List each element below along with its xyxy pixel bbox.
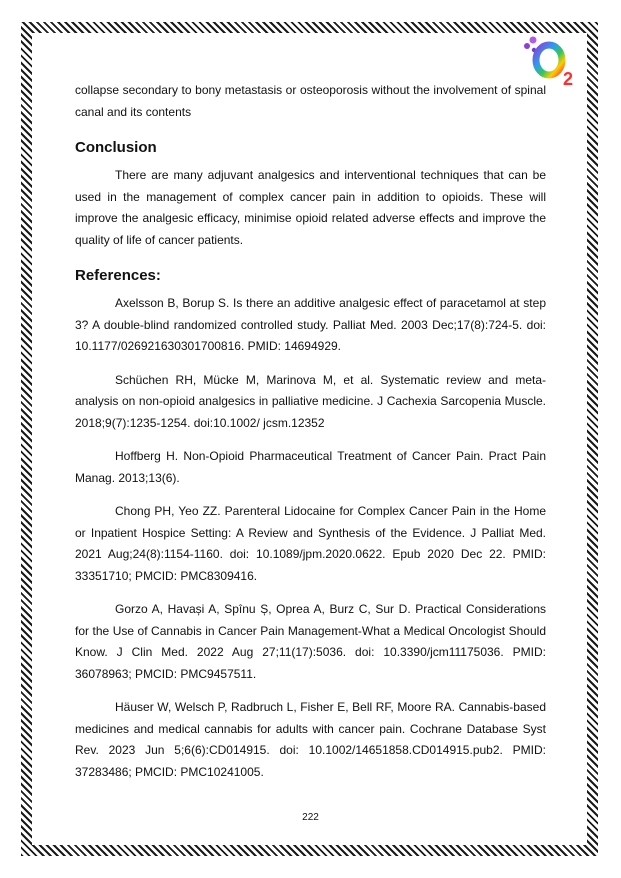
reference-item: Hoffberg H. Non-Opioid Pharmaceutical Treatment of Cancer Pain. Pract Pain Manag. 2013;13(6). — [75, 449, 546, 485]
references-list — [75, 293, 546, 783]
page-content — [75, 80, 546, 795]
conclusion-paragraph: There are many adjuvant analgesics and interventional techniques that can be used in the management of complex cancer pain in addition to opioids. These will improve the analgesic efficacy, minimise opioid related adverse effects and improve the quality of life of cancer patients. — [75, 168, 546, 247]
conclusion-heading: Conclusion — [75, 139, 157, 156]
reference-item: Axelsson B, Borup S. Is there an additive analgesic effect of paracetamol at step 3? A double-blind randomized controlled study. Palliat Med. 2003 Dec;17(8):724-5. doi: 10.1177/026921630301700816. PMID: 14694929. — [75, 296, 546, 353]
reference-item: Gorzo A, Havași A, Spînu Ș, Oprea A, Burz C, Sur D. Practical Considerations for the Use of Cannabis in Cancer Pain Management-What a Medical Oncologist Should Know. J Clin Med. 2022 Aug 27;11(17):5036. doi: 10.3390/jcm11175036. PMID: 36078963; PMCID: PMC9457511. — [75, 602, 546, 681]
reference-item: Chong PH, Yeo ZZ. Parenteral Lidocaine for Complex Cancer Pain in the Home or Inpatient Hospice Setting: A Review and Synthesis of the Evidence. J Palliat Med. 2021 Aug;24(8):1154-1160. doi: 10.1089/jpm.2020.0622. Epub 2020 Dec 22. PMID: 33351710; PMCID: PMC8309416. — [75, 504, 546, 583]
reference-item: Häuser W, Welsch P, Radbruch L, Fisher E, Bell RF, Moore RA. Cannabis-based medicines and medical cannabis for adults with cancer pain. Cochrane Database Syst Rev. 2023 Jun 5;6(6):CD014915. doi: 10.1002/14651858.CD014915.pub2. PMID: 37283486; PMCID: PMC10241005. — [75, 700, 546, 779]
intro-paragraph: collapse secondary to bony metastasis or osteoporosis without the involvement of spinal canal and its contents — [75, 83, 546, 119]
page-number: 222 — [302, 812, 319, 823]
o2-logo-subscript: 2 — [563, 69, 574, 88]
references-heading: References: — [75, 267, 161, 284]
reference-item: Schüchen RH, Mücke M, Marinova M, et al. Systematic review and meta-analysis on non-opioid analgesics in palliative medicine. J Cachexia Sarcopenia Muscle. 2018;9(7):1235-1254. doi:10.1002/ jcsm.12352 — [75, 372, 546, 430]
